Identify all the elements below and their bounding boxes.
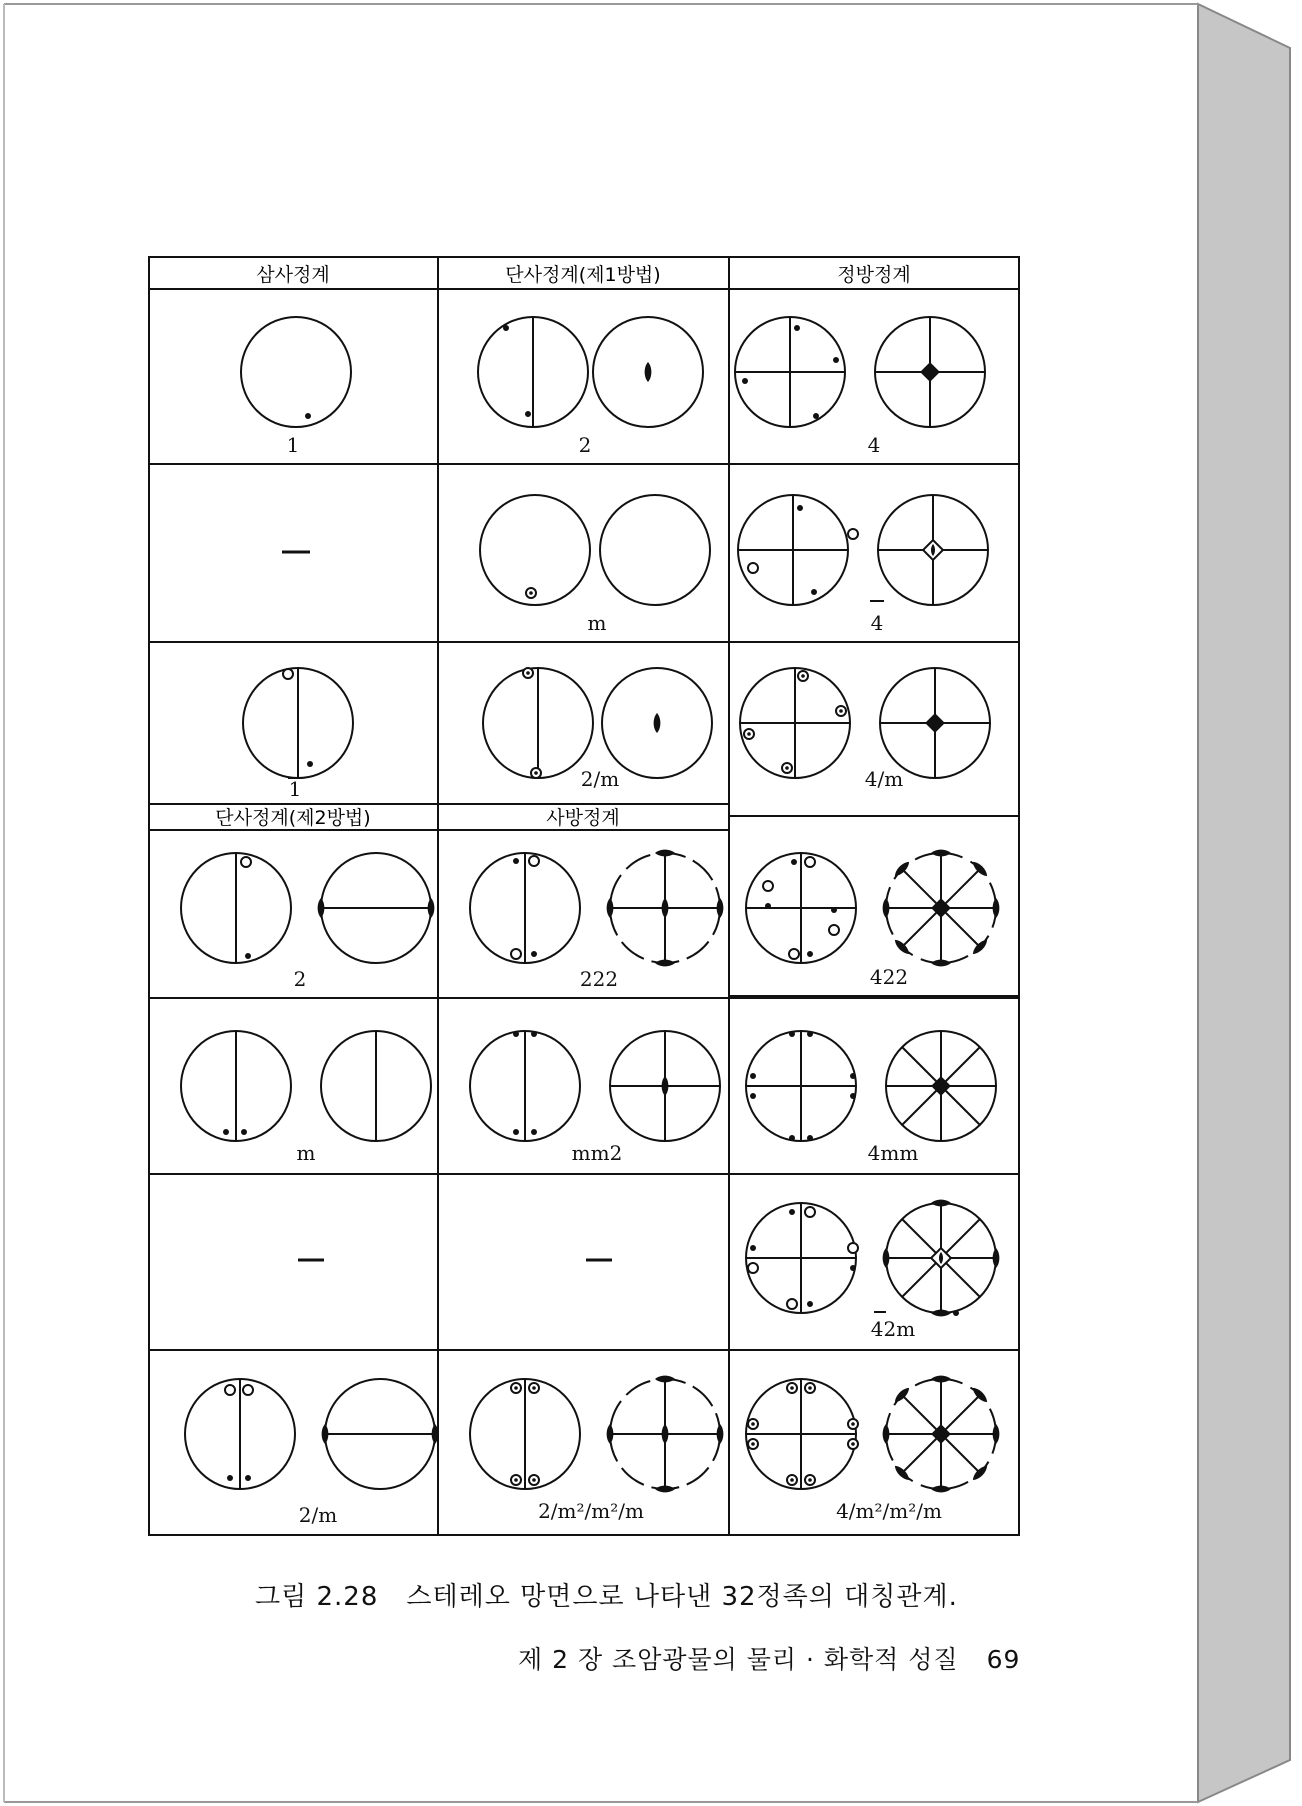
header-monoclinic-1: 단사정계(제1방법) [505,264,661,286]
label-42m: 42m [870,1317,916,1341]
label-mono2-2: 2 [293,967,307,991]
label-4m: 4/m [864,767,904,791]
label-mono2-2m: 2/m [298,1503,338,1527]
figure-caption-text: 스테레오 망면으로 나타낸 32정족의 대칭관계. [406,1582,958,1612]
page-footer [518,1640,1020,1676]
figure-caption [255,1576,958,1613]
header-monoclinic-2: 단사정계(제2방법) [215,807,371,829]
stereonet-figure [148,256,1020,1536]
label-mono1-2: 2 [578,433,592,457]
header-orthorhombic: 사방정계 [546,807,620,829]
label-222: 222 [579,967,619,991]
label-4mm: 4mm [867,1141,919,1165]
label-mono1-m: m [587,611,607,635]
chapter-title: 제 2 장 조암광물의 물리 · 화학적 성질 [518,1645,959,1674]
label-422: 422 [869,965,909,989]
figure-number: 그림 2.28 [255,1582,379,1612]
label-4-bar: 4 [870,611,884,635]
header-tetragonal: 정방정계 [837,264,911,286]
label-4mmm: 4/m²/m²/m [836,1499,942,1523]
header-triclinic: 삼사정계 [256,264,330,286]
label-1: 1 [286,433,300,457]
label-mono2-m: m [296,1141,316,1165]
label-mm2: mm2 [571,1141,623,1165]
label-mono1-2m: 2/m [580,767,620,791]
label-4: 4 [867,433,881,457]
label-mmm: 2/m²/m²/m [538,1499,644,1523]
page-number: 69 [986,1645,1021,1674]
label-1-bar: 1 [288,777,302,801]
